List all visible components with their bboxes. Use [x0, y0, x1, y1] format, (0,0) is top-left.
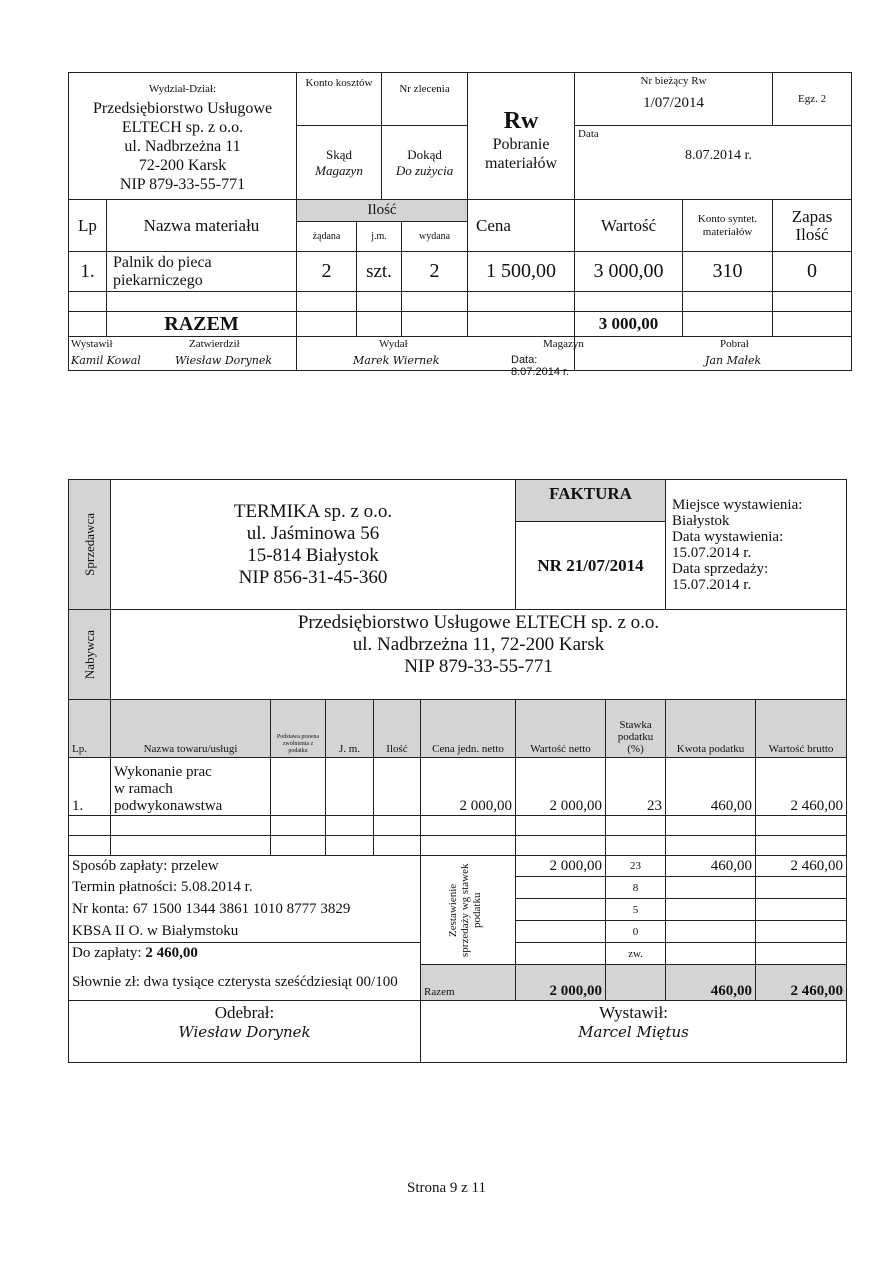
row-nazwa: Palnik do pieca piekarniczego — [107, 252, 297, 292]
header-wydana: wydana — [402, 222, 468, 252]
dokad-cell — [382, 126, 468, 200]
header-wartosc-netto: Wartość netto — [516, 700, 606, 758]
payment-bank: KBSA II O. w Białymstoku — [69, 921, 421, 943]
header-jm: j.m. — [357, 222, 402, 252]
rw-title: Rw — [503, 107, 539, 134]
sprzedawca-side — [69, 480, 111, 610]
egz-label: Egz. 2 — [773, 73, 852, 126]
summary-brutto — [756, 877, 847, 899]
pobral-label: Pobrał — [720, 338, 749, 350]
seller-line: ul. Jaśminowa 56 — [246, 522, 380, 544]
row-nazwa-line: podwykonawstwa — [114, 798, 223, 814]
sklad-value: Magazyn — [315, 162, 363, 178]
sign-wystawil-zatwierdzil — [69, 337, 297, 371]
info-line: 15.07.2014 r. — [672, 544, 752, 561]
razem-kwota: 460,00 — [666, 965, 756, 1001]
row-stawka: 23 — [606, 758, 666, 816]
header-cena: Cena jedn. netto — [421, 700, 516, 758]
header-nazwa: Nazwa materiału — [107, 200, 297, 252]
row-zapas: 0 — [773, 252, 852, 292]
summary-netto — [516, 943, 606, 965]
summary-stawka: 5 — [606, 899, 666, 921]
header-wartosc: Wartość — [575, 200, 683, 252]
do-zaplaty-label: Do zapłaty: — [72, 945, 146, 962]
signature-row — [69, 337, 852, 371]
razem-label: Razem — [421, 965, 516, 1001]
summary-brutto: 2 460,00 — [756, 856, 847, 877]
row-nazwa-line: w ramach — [114, 781, 173, 797]
summary-kwota: 460,00 — [666, 856, 756, 877]
company-line: NIP 879-33-55-771 — [119, 176, 246, 193]
row-cena: 2 000,00 — [421, 758, 516, 816]
row-jm: szt. — [357, 252, 402, 292]
konto-kosztow-label: Konto kosztów — [297, 73, 382, 126]
payment-konto: Nr konta: 67 1500 1344 3861 1010 8777 3829 — [69, 899, 421, 921]
payment-sposob: Sposób zapłaty: przelew — [69, 856, 421, 877]
summary-brutto — [756, 899, 847, 921]
row-zadana: 2 — [297, 252, 357, 292]
summary-netto — [516, 899, 606, 921]
summary-brutto — [756, 921, 847, 943]
header-ilosc: Ilość — [297, 200, 468, 222]
row-netto: 2 000,00 — [516, 758, 606, 816]
razem-row — [69, 312, 852, 337]
zatwierdzil-label: Zatwierdził — [189, 338, 240, 350]
wystawil-cell — [421, 1001, 847, 1063]
summary-netto — [516, 921, 606, 943]
magazyn-label: Magazyn — [543, 338, 584, 350]
do-zaplaty-value: 2 460,00 — [145, 945, 198, 962]
pobral-signature: Jan Małek — [705, 354, 762, 367]
odebral-cell — [69, 1001, 421, 1063]
summary-kwota — [666, 921, 756, 943]
wydal-signature: Marek Wiernek — [353, 354, 440, 367]
row-lp: 1. — [69, 758, 111, 816]
header-brutto: Wartość brutto — [756, 700, 847, 758]
dokad-label: Dokąd — [407, 146, 442, 162]
row-kwota: 460,00 — [666, 758, 756, 816]
sklad-cell — [297, 126, 382, 200]
data-value: 8.07.2014 r. — [685, 148, 752, 163]
zatwierdzil-signature: Wiesław Dorynek — [175, 354, 272, 367]
header-lp: Lp — [69, 200, 107, 252]
summary-stawka: 23 — [606, 856, 666, 877]
payment-do-zaplaty — [69, 943, 421, 965]
wystawil-signature: Kamil Kowal — [71, 354, 141, 367]
info-line: 15.07.2014 r. — [672, 576, 752, 593]
header-kwota: Kwota podatku — [666, 700, 756, 758]
summary-stawka: zw. — [606, 943, 666, 965]
buyer-line: Przedsiębiorstwo Usługowe ELTECH sp. z o.o. — [297, 612, 660, 633]
wydal-label: Wydał — [379, 338, 408, 350]
info-line: Data wystawienia: — [672, 528, 784, 545]
info-line: Miejsce wystawienia: — [672, 496, 803, 513]
summary-kwota — [666, 943, 756, 965]
summary-netto — [516, 877, 606, 899]
zestawienie-cell — [421, 856, 516, 965]
company-line: ul. Nadbrzeżna 11 — [124, 138, 241, 155]
invoice-document — [68, 479, 847, 1063]
rw-company-block — [69, 73, 297, 200]
row-wydana: 2 — [402, 252, 468, 292]
sign-pobral — [575, 337, 852, 371]
nabywca-side — [69, 610, 111, 700]
buyer-block — [111, 610, 847, 700]
sklad-label: Skąd — [326, 146, 352, 162]
payment-termin: Termin płatności: 5.08.2014 r. — [69, 877, 421, 899]
invoice-info — [666, 480, 847, 610]
company-line: Przedsiębiorstwo Usługowe — [92, 100, 273, 117]
seller-line: 15-814 Białystok — [247, 544, 379, 566]
rw-title-cell — [468, 73, 575, 200]
summary-brutto — [756, 943, 847, 965]
table-row — [69, 292, 852, 312]
header-cena: Cena — [468, 200, 575, 252]
odebral-label: Odebrał: — [214, 1003, 275, 1022]
company-line: 72-200 Karsk — [138, 157, 227, 174]
row-lp: 1. — [69, 252, 107, 292]
table-row — [69, 252, 852, 292]
seller-line: NIP 856-31-45-360 — [238, 566, 388, 588]
table-row — [69, 816, 847, 836]
nr-zlecenia-label: Nr zlecenia — [382, 73, 468, 126]
table-row — [69, 836, 847, 856]
header-nazwa: Nazwa towaru/usługi — [111, 700, 271, 758]
row-cena: 1 500,00 — [468, 252, 575, 292]
wydzial-label: Wydział-Dział: — [148, 83, 217, 95]
summary-netto: 2 000,00 — [516, 856, 606, 877]
data-cell — [575, 126, 852, 200]
buyer-line: NIP 879-33-55-771 — [404, 656, 553, 677]
odebral-signature: Wiesław Dorynek — [178, 1023, 311, 1041]
summary-stawka: 8 — [606, 877, 666, 899]
razem-value: 3 000,00 — [575, 312, 683, 337]
header-lp: Lp. — [69, 700, 111, 758]
razem-label: RAZEM — [107, 312, 297, 337]
items-header — [69, 700, 847, 758]
payment-slownie: Słownie zł: dwa tysiące czterysta sześćdziesiąt 00/100 — [69, 965, 421, 1001]
wystawil-label: Wystawił: — [599, 1003, 668, 1022]
page-footer: Strona 9 z 11 — [406, 1180, 486, 1196]
nabywca-label: Nabywca — [81, 629, 97, 680]
row-wartosc: 3 000,00 — [575, 252, 683, 292]
seller-block — [111, 480, 516, 610]
header-stawka: Stawka podatku (%) — [606, 700, 666, 758]
razem-netto: 2 000,00 — [516, 965, 606, 1001]
header-jm: J. m. — [326, 700, 374, 758]
nr-biezacy-label: Nr bieżący Rw — [640, 75, 707, 87]
razem-brutto: 2 460,00 — [756, 965, 847, 1001]
company-line: ELTECH sp. z o.o. — [121, 119, 244, 136]
buyer-line: ul. Nadbrzeżna 11, 72-200 Karsk — [352, 634, 605, 655]
dokad-value: Do zużycia — [395, 162, 454, 178]
seller-line: TERMIKA sp. z o.o. — [233, 500, 393, 522]
header-konto-syntet: Konto syntet. materiałów — [683, 200, 773, 252]
wystawil-signature: Marcel Miętus — [578, 1023, 689, 1041]
header-ilosc: Ilość — [374, 700, 421, 758]
info-line: Data sprzedaży: — [672, 560, 769, 577]
summary-stawka: 0 — [606, 921, 666, 943]
header-podstawa: Podstawa prawna zwolnienia z podatku — [271, 700, 326, 758]
data-label: Data — [578, 128, 599, 140]
row-brutto: 2 460,00 — [756, 758, 847, 816]
sprzedawca-label: Sprzedawca — [81, 513, 97, 576]
nr-biezacy-cell — [575, 73, 773, 126]
nr-biezacy-value: 1/07/2014 — [643, 95, 704, 111]
info-line: Białystok — [672, 512, 730, 529]
summary-kwota — [666, 899, 756, 921]
wystawil-label: Wystawił — [71, 338, 113, 350]
zestawienie-label: Zestawienie sprzedaży wg stawek podatku — [447, 863, 483, 957]
table-row — [69, 758, 847, 816]
magazyn-data: Data: 8.07.2014 r. — [511, 354, 570, 378]
header-zadana: żądana — [297, 222, 357, 252]
invoice-title: FAKTURA — [516, 480, 666, 522]
rw-subtitle: Pobranie materiałów — [485, 135, 558, 172]
sign-wydal-magazyn — [297, 337, 584, 378]
rw-document — [68, 72, 852, 378]
row-nazwa-line: Wykonanie prac — [114, 764, 212, 780]
row-konto: 310 — [683, 252, 773, 292]
header-zapas: Zapas Ilość — [773, 200, 852, 252]
row-nazwa — [111, 758, 271, 816]
invoice-number: NR 21/07/2014 — [516, 522, 666, 610]
summary-kwota — [666, 877, 756, 899]
